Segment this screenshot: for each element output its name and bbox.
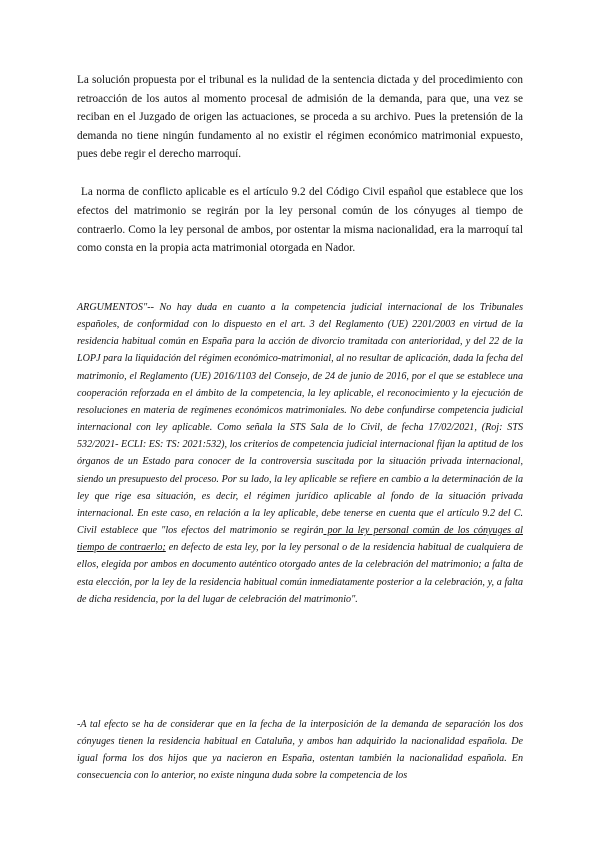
paragraph-residence: -A tal efecto se ha de considerar que en la fecha de la interposición de la demanda de separación los dos cónyuges tienen la residencia habitual en Cataluña, y ambos han adquirido la nacionalidad española. De igual forma los dos hijos que ya nacieron en España, ostentan también la nacionalidad española. En consecuencia con lo anterior, no existe ninguna duda sobre la competencia de los (77, 719, 523, 782)
paragraph-tribunal-solution: La solución propuesta por el tribunal es la nulidad de la sentencia dictada y del procedimiento con retroacción de los autos al momento procesal de admisión de la demanda, para que, una vez se reciban en el Juzgado de origen las actuaciones, se proceda a su archivo. Pues la pretensión de la demanda no tiene ningún fundamento al no existir el régimen económico matrimonial expuesto, pues debe regir el derecho marroquí. (77, 74, 523, 161)
paragraph-conflict-rule: La norma de conflicto aplicable es el artículo 9.2 del Código Civil español que establece que los efectos del matrimonio se regirán por la ley personal común de los cónyuges al tiempo de contraerlo. Como la ley personal de ambos, por ostentar la misma nacionalidad, era la marroquí tal como consta en la propia acta matrimonial otorgada en Nador. (77, 186, 523, 255)
arguments-text-start: ARGUMENTOS"-- No hay duda en cuanto a la competencia judicial internacional de los Tribunales españoles, de conformidad con lo dispuesto en el art. 3 del Reglamento (UE) 2201/2003 en virtud de la residencia habitual común en España para la acción de divorcio tramitada con anterioridad, y del 22 de la LOPJ para la liquidación del régimen económico-matrimonial, al no resultar de aplicación, dada la fecha del matrimonio, el Reglamento (UE) 2016/1103 del Consejo, de 24 de junio de 2016, por el que se establece una cooperación reforzada en el ámbito de la competencia, la ley aplicable, el reconocimiento y la ejecución de resoluciones en materia de regímenes económicos matrimoniales. No debe confundirse competencia judicial internacional con ley aplicable. Como señala la STS Sala de lo Civil, de fecha 17/02/2021, (Roj: STS 532/2021- ECLI: ES: TS: 2021:532), los criterios de competencia judicial internacional fijan la aptitud de los órganos de un Estado para conocer de la controversia suscitada por la situación privada internacional, siendo un presupuesto del proceso. Por su lado, la ley aplicable se refiere en cambio a la determinación de la ley que rige esa situación, es decir, el régimen jurídico aplicable al fondo de la situación privada internacional. En este caso, en relación a la ley aplicable, debe tenerse en cuenta que el artículo 9.2 del C. Civil establece que "los efectos del matrimonio se regirán (77, 302, 523, 537)
arguments-text-end: en defecto de esta ley, por la ley personal o de la residencia habitual de cualquiera de ellos, elegida por ambos en documento auténtico otorgado antes de la celebración del matrimonio; a falta de esta elección, por la ley de la residencia habitual común inmediatamente posterior a la celebración, y, a falta de dicha residencia, por la del lugar de celebración del matrimonio". (77, 542, 523, 605)
paragraph-arguments (77, 299, 523, 608)
arguments-underlined-quote: por la ley personal común de los cónyuges al tiempo de contraerlo; (77, 525, 523, 554)
